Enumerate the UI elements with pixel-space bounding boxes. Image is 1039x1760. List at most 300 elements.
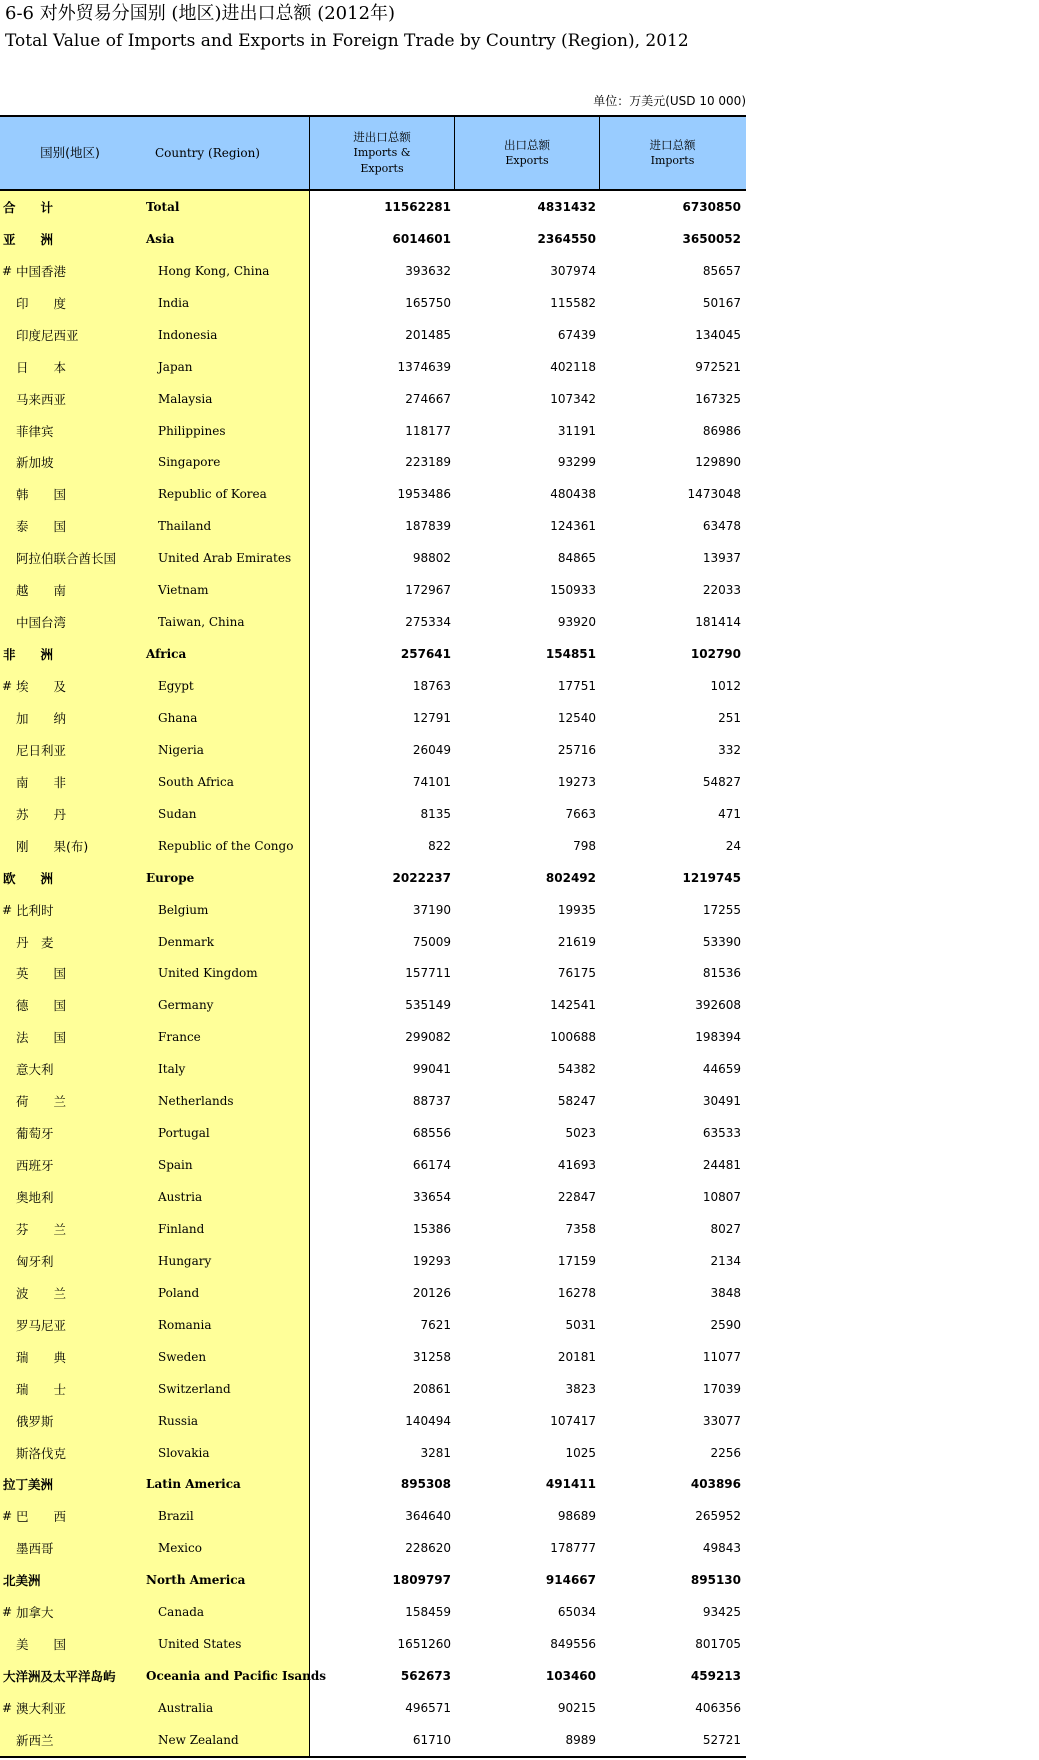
country-name-zh: 罗马尼亚 — [16, 1317, 67, 1333]
imports-value: 50167 — [702, 295, 741, 310]
country-cell — [0, 1724, 310, 1756]
row-mark: # — [2, 1605, 13, 1620]
country-cell — [0, 1085, 310, 1117]
country-name-en: Philippines — [158, 423, 226, 438]
country-cell — [0, 1469, 310, 1501]
trade-table — [0, 115, 746, 1758]
exports-value: 22847 — [557, 1190, 596, 1205]
country-name-zh: 比利时 — [16, 902, 54, 918]
table-body — [0, 191, 746, 1756]
country-name-en: United Arab Emirates — [158, 551, 292, 566]
country-name-en: Denmark — [158, 934, 214, 949]
country-cell — [0, 606, 310, 638]
imports-value: 2256 — [710, 1445, 741, 1460]
imports-value: 1012 — [710, 679, 741, 694]
country-name-zh: 北美洲 — [3, 1573, 41, 1589]
imports-value: 81536 — [702, 966, 741, 981]
country-name-en: Hungary — [158, 1253, 212, 1268]
header-country — [0, 117, 310, 189]
country-cell — [0, 510, 310, 542]
imports-value: 459213 — [690, 1669, 741, 1684]
imports-value: 44659 — [702, 1062, 741, 1077]
imports-value: 392608 — [695, 998, 741, 1013]
country-cell — [0, 1532, 310, 1564]
country-name-en: India — [158, 295, 190, 310]
table-row — [0, 510, 746, 542]
row-mark: # — [2, 263, 13, 278]
table-row — [0, 351, 746, 383]
country-name-zh: 苏 丹 — [16, 806, 67, 822]
header-country-zh: 国别(地区) — [40, 145, 100, 160]
total-value: 88737 — [412, 1094, 451, 1109]
total-value: 157711 — [405, 966, 451, 981]
table-row — [0, 415, 746, 447]
header-total-en1: Imports & — [353, 146, 411, 159]
exports-value: 107342 — [550, 391, 596, 406]
total-value: 19293 — [412, 1253, 451, 1268]
exports-value: 798 — [573, 838, 596, 853]
country-name-en: Thailand — [158, 519, 212, 534]
country-name-en: Latin America — [146, 1477, 241, 1492]
table-row — [0, 606, 746, 638]
total-value: 26049 — [412, 742, 451, 757]
row-mark: # — [2, 1509, 13, 1524]
exports-value: 914667 — [545, 1573, 596, 1588]
exports-value: 491411 — [545, 1477, 596, 1492]
exports-value: 21619 — [557, 934, 596, 949]
exports-value: 17159 — [557, 1253, 596, 1268]
country-name-zh: 韩 国 — [16, 487, 67, 503]
exports-value: 100688 — [550, 1030, 596, 1045]
imports-value: 53390 — [702, 934, 741, 949]
imports-value: 22033 — [702, 583, 741, 598]
table-row — [0, 447, 746, 479]
header-exports — [455, 117, 600, 189]
country-name-zh: 英 国 — [16, 966, 67, 982]
country-cell — [0, 255, 310, 287]
table-row — [0, 798, 746, 830]
exports-value: 802492 — [545, 870, 596, 885]
exports-value: 307974 — [550, 263, 596, 278]
imports-value: 332 — [718, 742, 741, 757]
country-name-zh: 西班牙 — [16, 1158, 54, 1174]
country-cell — [0, 798, 310, 830]
table-row — [0, 1245, 746, 1277]
exports-value: 103460 — [545, 1669, 596, 1684]
total-value: 165750 — [405, 295, 451, 310]
country-name-en: Hong Kong, China — [158, 263, 270, 278]
country-cell — [0, 223, 310, 255]
table-row-region — [0, 638, 746, 670]
country-name-zh: 加拿大 — [16, 1605, 54, 1621]
country-name-en: Oceania and Pacific Isands — [146, 1669, 327, 1684]
country-name-zh: 奥地利 — [16, 1190, 54, 1206]
country-name-en: Asia — [146, 231, 175, 246]
total-value: 68556 — [412, 1126, 451, 1141]
country-name-en: Africa — [146, 647, 187, 662]
country-cell — [0, 574, 310, 606]
total-value: 562673 — [400, 1669, 451, 1684]
total-value: 31258 — [412, 1349, 451, 1364]
total-value: 275334 — [405, 615, 451, 630]
exports-value: 25716 — [557, 742, 596, 757]
country-cell — [0, 1405, 310, 1437]
table-row — [0, 574, 746, 606]
country-cell — [0, 766, 310, 798]
imports-value: 10807 — [702, 1190, 741, 1205]
country-name-en: Republic of Korea — [158, 487, 267, 502]
imports-value: 17255 — [702, 902, 741, 917]
country-name-zh: 德 国 — [16, 998, 67, 1014]
total-value: 6014601 — [392, 231, 451, 246]
imports-value: 1219745 — [682, 870, 741, 885]
exports-value: 1025 — [565, 1445, 596, 1460]
imports-value: 63478 — [702, 519, 741, 534]
exports-value: 124361 — [550, 519, 596, 534]
total-value: 7621 — [420, 1317, 451, 1332]
country-name-zh: 美 国 — [16, 1637, 67, 1653]
imports-value: 1473048 — [687, 487, 741, 502]
country-name-en: Indonesia — [158, 327, 218, 342]
country-cell — [0, 1692, 310, 1724]
country-name-en: South Africa — [158, 774, 234, 789]
country-name-zh: 菲律宾 — [16, 423, 54, 439]
imports-value: 11077 — [702, 1349, 741, 1364]
country-name-zh: 巴 西 — [16, 1509, 67, 1525]
country-name-en: Republic of the Congo — [158, 838, 294, 853]
country-name-en: Spain — [158, 1158, 193, 1173]
exports-value: 90215 — [557, 1701, 596, 1716]
imports-value: 3650052 — [682, 231, 741, 246]
country-name-en: Europe — [146, 870, 195, 885]
country-cell — [0, 862, 310, 894]
imports-value: 24481 — [702, 1158, 741, 1173]
country-name-zh: 亚 洲 — [3, 231, 54, 247]
country-name-en: Total — [146, 199, 180, 214]
country-name-en: Egypt — [158, 679, 194, 694]
table-row — [0, 1309, 746, 1341]
imports-value: 54827 — [702, 774, 741, 789]
table-row — [0, 1341, 746, 1373]
country-cell — [0, 415, 310, 447]
table-row — [0, 702, 746, 734]
imports-value: 2590 — [710, 1317, 741, 1332]
total-value: 3281 — [420, 1445, 451, 1460]
table-row — [0, 1373, 746, 1405]
country-cell — [0, 319, 310, 351]
imports-value: 471 — [718, 806, 741, 821]
country-cell — [0, 383, 310, 415]
total-value: 822 — [428, 838, 451, 853]
total-value: 228620 — [405, 1541, 451, 1556]
country-name-zh: 南 非 — [16, 774, 67, 790]
table-row — [0, 926, 746, 958]
country-name-zh: 新加坡 — [16, 455, 54, 471]
imports-value: 895130 — [690, 1573, 741, 1588]
country-cell — [0, 191, 310, 223]
header-total — [310, 117, 455, 189]
country-name-zh: 瑞 士 — [16, 1381, 67, 1397]
country-cell — [0, 894, 310, 926]
total-value: 895308 — [400, 1477, 451, 1492]
country-name-zh: 印度尼西亚 — [16, 327, 79, 343]
exports-value: 54382 — [557, 1062, 596, 1077]
table-row — [0, 1405, 746, 1437]
exports-value: 98689 — [557, 1509, 596, 1524]
table-row — [0, 1692, 746, 1724]
exports-value: 142541 — [550, 998, 596, 1013]
country-cell — [0, 1500, 310, 1532]
imports-value: 181414 — [695, 615, 741, 630]
total-value: 257641 — [400, 647, 451, 662]
country-name-en: Ghana — [158, 710, 198, 725]
country-name-zh: 墨西哥 — [16, 1541, 54, 1557]
country-name-zh: 马来西亚 — [16, 391, 67, 407]
country-name-en: Poland — [158, 1285, 200, 1300]
exports-value: 17751 — [557, 679, 596, 694]
imports-value: 102790 — [690, 647, 741, 662]
country-cell — [0, 1021, 310, 1053]
total-value: 496571 — [405, 1701, 451, 1716]
exports-value: 65034 — [557, 1605, 596, 1620]
country-cell — [0, 670, 310, 702]
country-name-zh: 合 计 — [3, 199, 54, 215]
country-name-zh: 加 纳 — [16, 710, 67, 726]
imports-value: 2134 — [710, 1253, 741, 1268]
country-name-zh: 日 本 — [16, 359, 67, 375]
unit-label: 单位：万美元(USD 10 000) — [593, 94, 746, 108]
exports-value: 3823 — [565, 1381, 596, 1396]
table-row — [0, 1277, 746, 1309]
country-cell — [0, 1660, 327, 1692]
imports-value: 30491 — [702, 1094, 741, 1109]
country-name-en: Finland — [158, 1221, 205, 1236]
total-value: 393632 — [405, 263, 451, 278]
imports-value: 24 — [725, 838, 741, 853]
country-cell — [0, 1149, 310, 1181]
country-cell — [0, 1053, 310, 1085]
exports-value: 58247 — [557, 1094, 596, 1109]
country-cell — [0, 989, 310, 1021]
row-mark: # — [2, 679, 13, 694]
header-total-zh: 进出口总额 — [353, 130, 411, 144]
total-value: 1953486 — [397, 487, 451, 502]
exports-value: 150933 — [550, 583, 596, 598]
country-name-zh: 波 兰 — [16, 1285, 67, 1301]
country-name-en: Canada — [158, 1605, 205, 1620]
exports-value: 12540 — [557, 710, 596, 725]
imports-value: 134045 — [695, 327, 741, 342]
header-imports — [600, 117, 745, 189]
country-cell — [0, 702, 310, 734]
country-name-zh: 俄罗斯 — [16, 1413, 54, 1429]
total-value: 535149 — [405, 998, 451, 1013]
exports-value: 20181 — [557, 1349, 596, 1364]
exports-value: 19273 — [557, 774, 596, 789]
table-row-region — [0, 223, 746, 255]
country-name-en: United States — [158, 1637, 242, 1652]
total-value: 299082 — [405, 1030, 451, 1045]
exports-value: 7663 — [565, 806, 596, 821]
total-value: 37190 — [412, 902, 451, 917]
exports-value: 849556 — [550, 1637, 596, 1652]
country-name-en: Russia — [158, 1413, 199, 1428]
table-row-region — [0, 1564, 746, 1596]
table-row — [0, 1500, 746, 1532]
country-name-en: Australia — [158, 1701, 214, 1716]
table-row — [0, 319, 746, 351]
table-row-region — [0, 1469, 746, 1501]
imports-value: 8027 — [710, 1221, 741, 1236]
header-imports-zh: 进口总额 — [649, 138, 696, 152]
table-row — [0, 1724, 746, 1756]
imports-value: 86986 — [702, 423, 741, 438]
total-value: 172967 — [405, 583, 451, 598]
table-row — [0, 1181, 746, 1213]
total-value: 98802 — [412, 551, 451, 566]
country-name-en: Taiwan, China — [158, 615, 245, 630]
total-value: 61710 — [412, 1732, 451, 1747]
total-value: 8135 — [420, 806, 451, 821]
country-name-zh: 印 度 — [16, 295, 67, 311]
table-row — [0, 830, 746, 862]
country-name-en: Romania — [158, 1317, 212, 1332]
country-name-en: Japan — [158, 359, 193, 374]
country-cell — [0, 1309, 310, 1341]
country-cell — [0, 1596, 310, 1628]
country-cell — [0, 1245, 310, 1277]
table-row — [0, 1149, 746, 1181]
total-value: 223189 — [405, 455, 451, 470]
country-name-en: Malaysia — [158, 391, 213, 406]
total-value: 201485 — [405, 327, 451, 342]
country-name-en: Austria — [158, 1190, 203, 1205]
country-cell — [0, 287, 310, 319]
imports-value: 406356 — [695, 1701, 741, 1716]
total-value: 2022237 — [392, 870, 451, 885]
total-value: 99041 — [412, 1062, 451, 1077]
table-row-region — [0, 862, 746, 894]
imports-value: 801705 — [695, 1637, 741, 1652]
exports-value: 67439 — [557, 327, 596, 342]
country-cell — [0, 1341, 310, 1373]
country-cell — [0, 351, 310, 383]
country-cell — [0, 1628, 310, 1660]
table-row — [0, 1053, 746, 1085]
country-name-zh: 意大利 — [16, 1062, 54, 1078]
title-en: Total Value of Imports and Exports in Foreign Trade by Country (Region), 2012 — [5, 31, 689, 51]
table-row — [0, 766, 746, 798]
country-name-zh: 埃 及 — [16, 679, 67, 695]
country-name-zh: 拉丁美洲 — [3, 1477, 54, 1493]
table-row — [0, 383, 746, 415]
exports-value: 31191 — [557, 423, 596, 438]
country-name-en: France — [158, 1030, 201, 1045]
country-name-en: United Kingdom — [158, 966, 258, 981]
header-country-en: Country (Region) — [155, 146, 260, 160]
country-name-zh: 刚 果(布) — [16, 838, 89, 854]
table-row — [0, 1213, 746, 1245]
country-name-en: Sweden — [158, 1349, 207, 1364]
imports-value: 93425 — [702, 1605, 741, 1620]
country-name-zh: 大洋洲及太平洋岛屿 — [3, 1669, 116, 1685]
exports-value: 76175 — [557, 966, 596, 981]
imports-value: 13937 — [702, 551, 741, 566]
total-value: 18763 — [412, 679, 451, 694]
exports-value: 480438 — [550, 487, 596, 502]
country-name-en: Nigeria — [158, 742, 204, 757]
table-header — [0, 117, 746, 191]
country-name-en: Portugal — [158, 1126, 210, 1141]
country-name-en: New Zealand — [158, 1732, 239, 1747]
total-value: 75009 — [412, 934, 451, 949]
imports-value: 63533 — [702, 1126, 741, 1141]
country-name-en: Germany — [158, 998, 214, 1013]
table-row — [0, 734, 746, 766]
imports-value: 85657 — [702, 263, 741, 278]
table-row — [0, 542, 746, 574]
exports-value: 41693 — [557, 1158, 596, 1173]
country-name-zh: 匈牙利 — [16, 1253, 54, 1269]
country-name-zh: 荷 兰 — [16, 1094, 67, 1110]
total-value: 11562281 — [384, 199, 451, 214]
country-name-en: Belgium — [158, 902, 209, 917]
table-row — [0, 989, 746, 1021]
table-row — [0, 894, 746, 926]
country-name-en: Vietnam — [158, 583, 209, 598]
header-total-en2: Exports — [360, 162, 404, 175]
imports-value: 17039 — [702, 1381, 741, 1396]
exports-value: 107417 — [550, 1413, 596, 1428]
table-row — [0, 287, 746, 319]
total-value: 274667 — [405, 391, 451, 406]
country-cell — [0, 478, 310, 510]
total-value: 140494 — [405, 1413, 451, 1428]
total-value: 20126 — [412, 1285, 451, 1300]
country-name-zh: 尼日利亚 — [16, 742, 67, 758]
country-cell — [0, 1564, 310, 1596]
country-name-en: North America — [146, 1573, 246, 1588]
table-row — [0, 1532, 746, 1564]
country-name-zh: 丹 麦 — [16, 934, 54, 950]
exports-value: 19935 — [557, 902, 596, 917]
country-name-en: Singapore — [158, 455, 221, 470]
imports-value: 52721 — [702, 1732, 741, 1747]
header-imports-en: Imports — [650, 154, 695, 167]
imports-value: 129890 — [695, 455, 741, 470]
exports-value: 7358 — [565, 1221, 596, 1236]
imports-value: 198394 — [695, 1030, 741, 1045]
table-row-region — [0, 1660, 746, 1692]
table-row — [0, 958, 746, 990]
country-cell — [0, 1181, 310, 1213]
total-value: 15386 — [412, 1221, 451, 1236]
country-name-zh: 澳大利亚 — [16, 1701, 67, 1717]
country-name-zh: 芬 兰 — [16, 1221, 67, 1237]
exports-value: 5031 — [565, 1317, 596, 1332]
total-value: 118177 — [405, 423, 451, 438]
table-row — [0, 1085, 746, 1117]
table-row-region — [0, 191, 746, 223]
imports-value: 167325 — [695, 391, 741, 406]
header-exports-zh: 出口总额 — [504, 138, 550, 152]
row-mark: # — [2, 1701, 13, 1716]
table-row — [0, 670, 746, 702]
country-name-en: Brazil — [158, 1509, 194, 1524]
imports-value: 251 — [718, 710, 741, 725]
country-name-zh: 泰 国 — [16, 519, 67, 535]
country-name-zh: 法 国 — [16, 1030, 67, 1046]
